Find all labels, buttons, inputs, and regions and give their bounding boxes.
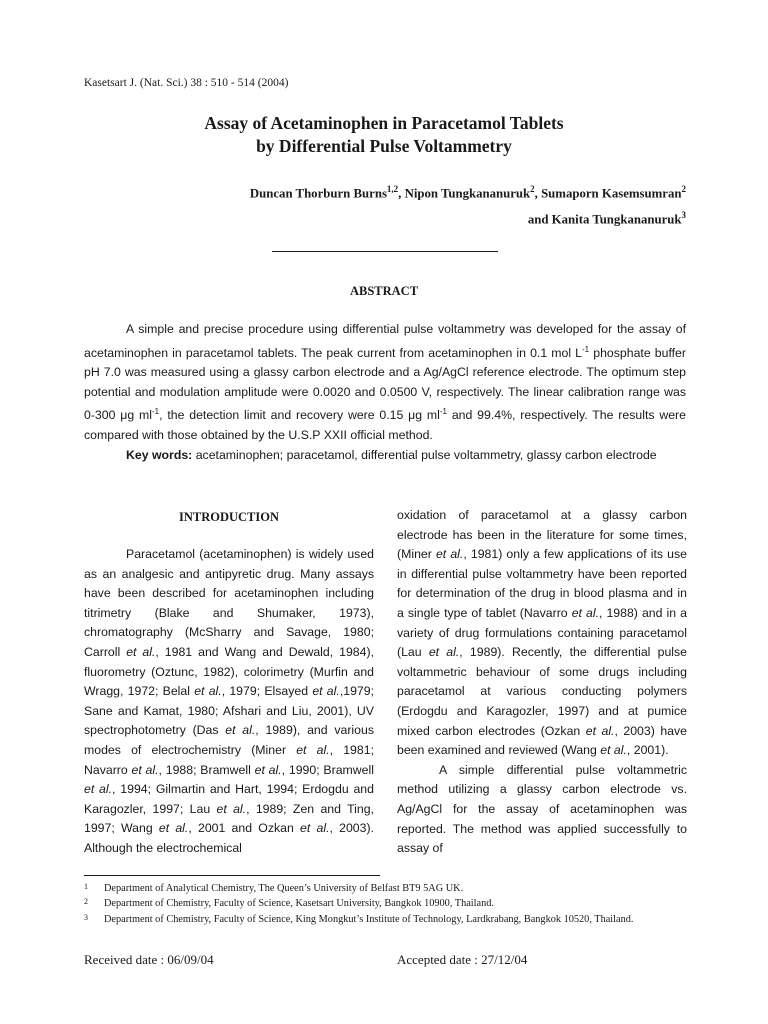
abstract-text: A simple and precise procedure using differential pulse voltammetry was developed for the assay of acetaminophen in paracetamol tablets. The peak current from acetaminophen in 0.1 mol L [84, 322, 686, 360]
abstract-heading: ABSTRACT [349, 284, 419, 298]
keywords-label: Key words: [126, 447, 193, 462]
author-line-1 [100, 178, 686, 204]
abstract-text: and 99.4%, respectively. The results were compared with those obtained by the U.S.P XXII official method. [84, 408, 686, 443]
author-name: Duncan Thorburn Burns [249, 186, 387, 201]
author-separator: , [534, 186, 542, 201]
received-date: Received date : 06/09/04 [84, 952, 214, 967]
superscript: -1 [439, 407, 448, 417]
footnote-number: 1 [84, 882, 88, 891]
superscript: -1 [582, 344, 590, 354]
column-right [397, 506, 687, 859]
author-separator: , [398, 186, 405, 201]
footnote-text: Department of Analytical Chemistry, The Queen’s University of Belfast BT9 5AG UK. [104, 883, 464, 894]
column-left [84, 506, 374, 859]
author-affiliation-mark: 2 [681, 184, 686, 194]
keywords [84, 446, 686, 466]
footnote-item [84, 881, 686, 896]
footnote-number: 3 [84, 912, 88, 922]
author-name: Nipon Tungkananuruk [404, 186, 531, 201]
author-name: Sumaporn Kasemsumran [541, 186, 682, 201]
abstract-text: , the detection limit and recovery were 0.15 μg ml [159, 408, 440, 423]
intro-paragraph-2: A simple differential pulse voltammetric method utilizing a glassy carbon electrode vs. Ag/AgCl for the assay of acetaminophen was reported. The method was applied successfully to assay of [397, 762, 687, 856]
intro-paragraph-1-continued: oxidation of paracetamol at a glassy carbon electrode has been in the literature for some times, (Miner et al., 1981) only a few applications of its use in differential pulse voltammetry have been reported for determination of the drug in blood plasma and in a single type of tablet (Navarro et al., 1988) and in a variety of drug formulations containing paracetamol (Lau et al., 1989). Recently, the differential pulse voltammetric behaviour of some drugs including paracetamol at various conducting polymers (Erdogdu and Karagozler, 1997) and at pumice mixed carbon electrodes (Ozkan et al., 2003) have been examined and reviewed (Wang et al., 2001). [397, 508, 687, 758]
footnote-item [84, 912, 686, 927]
accepted-date: Accepted date : 27/12/04 [397, 952, 528, 967]
footnote-text: Department of Chemistry, Faculty of Science, King Mongkut’s Institute of Technology, Lardkrabang, Bangkok 10520, Thailand. [104, 913, 634, 925]
abstract-paragraph [84, 320, 686, 446]
paper-title [84, 112, 684, 158]
author-affiliation-mark: 2 [530, 184, 535, 194]
keywords-text: acetaminophen; paracetamol, differential pulse voltammetry, glassy carbon electrode [192, 447, 657, 462]
footnote-text: Department of Chemistry, Faculty of Science, Kasetsart University, Bangkok 10900, Thailand. [104, 898, 494, 910]
title-divider [272, 251, 498, 252]
superscript: -1 [151, 407, 160, 417]
author-affiliation-mark: 1,2 [386, 184, 399, 194]
title-line-1: Assay of Acetaminophen in Paracetamol Tablets [204, 113, 564, 133]
journal-citation: Kasetsart J. (Nat. Sci.) 38 : 510 - 514 (2004) [84, 77, 289, 89]
title-line-2: by Differential Pulse Voltammetry [256, 136, 512, 156]
introduction-heading: INTRODUCTION [178, 510, 279, 524]
abstract-body [84, 320, 686, 465]
author-line-2 [100, 204, 686, 230]
author-affiliation-mark: 3 [681, 210, 686, 221]
footnote-number: 2 [84, 897, 88, 907]
footnotes [84, 881, 686, 927]
author-name: and Kanita Tungkananuruk [527, 212, 682, 227]
footnote-divider [84, 875, 380, 876]
author-list [100, 178, 686, 231]
footnote-item [84, 896, 686, 911]
intro-paragraph-1: Paracetamol (acetaminophen) is widely used as an analgesic and antipyretic drug. Many assays have been described for acetaminophen including titrimetry (Blake and Shumaker, 1973), chromatography (McSharry and Savage, 1980; Carroll et al., 1981 and Wang and Dewald, 1984), fluorometry (Oztunc, 1982), colorimetry (Murfin and Wragg, 1972; Belal et al., 1979; Elsayed et al.,1979; Sane and Kamat, 1980; Afshari and Liu, 2001), UV spectrophotometry (Das et al., 1989), and various modes of electrochemistry (Miner et al., 1981; Navarro et al., 1988; Bramwell et al., 1990; Bramwell et al., 1994; Gilmartin and Hart, 1994; Erdogdu and Karagozler, 1997; Lau et al., 1989; Zen and Ting, 1997; Wang et al., 2001 and Ozkan et al., 2003). Although the electrochemical [84, 547, 375, 855]
abstract-text: phosphate buffer pH 7.0 was measured using a glassy carbon electrode and a Ag/AgCl reference electrode. The optimum step potential and modulation amplitude were 0.0020 and 0.0500 V, respectively. The linear calibration range was 0-300 μg ml [84, 345, 686, 423]
